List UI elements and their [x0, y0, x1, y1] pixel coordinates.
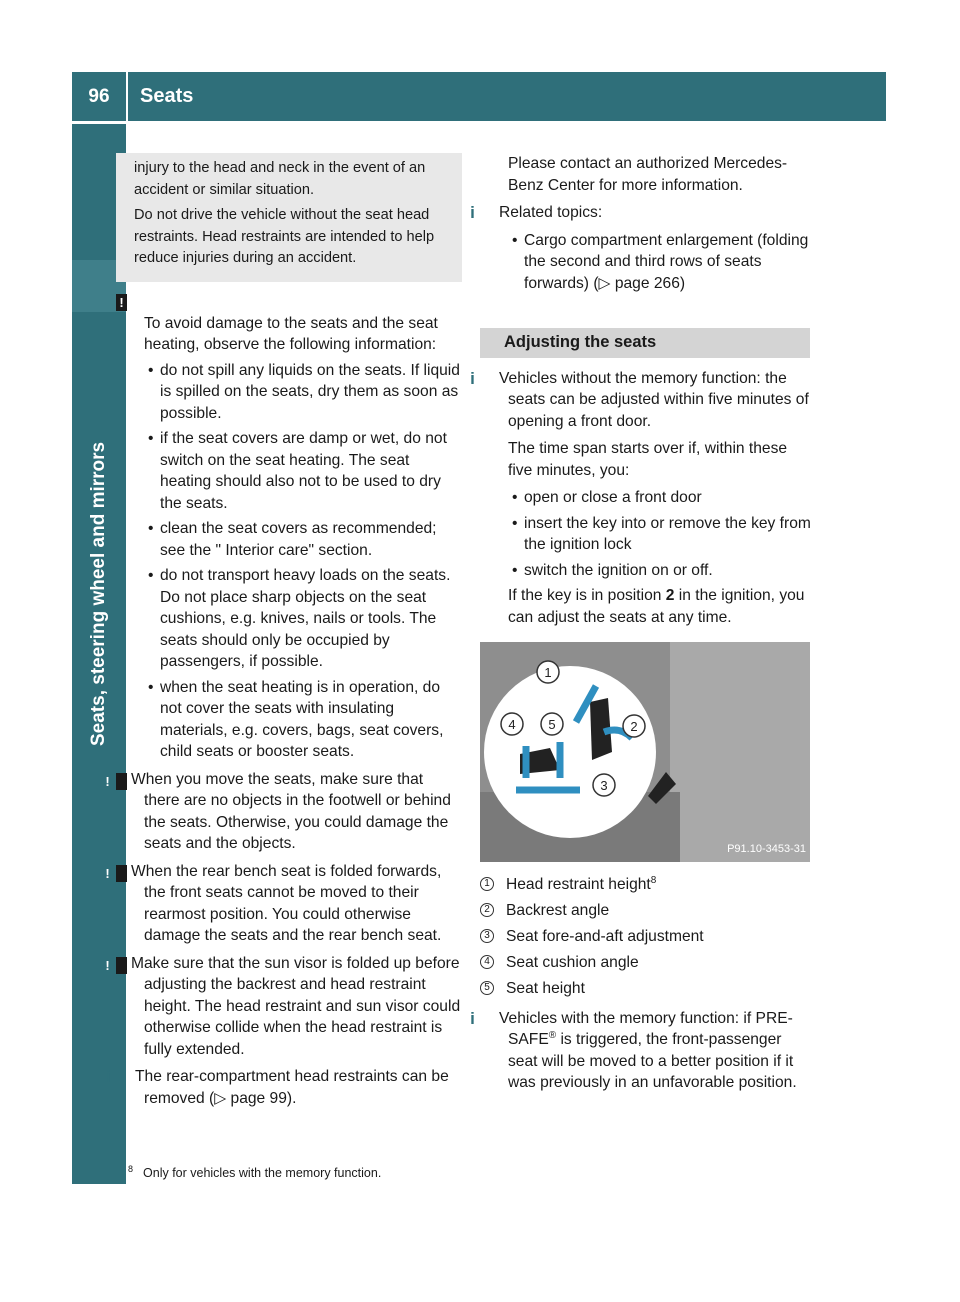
page-title: Seats — [128, 72, 886, 121]
list-item: • insert the key into or remove the key from the ignition lock — [508, 513, 814, 556]
exclamation-icon: ! — [116, 294, 127, 311]
svg-text:2: 2 — [630, 719, 638, 734]
list-item: • if the seat covers are damp or wet, do not switch on the seat heating. The seat heating should also not to be used to dry the seats. — [144, 428, 462, 514]
registered-mark: ® — [548, 1029, 557, 1041]
list-item: • switch the ignition on or off. — [508, 560, 814, 582]
legend-label — [506, 874, 656, 896]
note-text: When you move the seats, make sure that there are no objects in the footwell or behind the seats. Otherwise, you could damage the seats and the objects. — [131, 770, 451, 852]
info-icon: i — [470, 1008, 475, 1028]
footnote-text: Only for vehicles with the memory function. — [143, 1166, 382, 1180]
legend-number: 5 — [480, 981, 494, 995]
svg-text:5: 5 — [548, 717, 556, 732]
note-intro: To avoid damage to the seats and the seat heating, observe the following information: — [144, 314, 438, 353]
photo-code: P91.10-3453-31 — [727, 842, 806, 855]
contact-text: Please contact an authorized Mercedes-Benz Center for more information. — [508, 155, 788, 194]
note-rear-bench — [105, 861, 462, 947]
key-text-post: in the ignition, you can adjust the seats at any time. — [508, 587, 805, 626]
list-item: • when the seat heating is in operation, do not cover the seats with insulating materials, e.g. covers, bags, seat covers, child seats or booster seats. — [144, 677, 462, 763]
legend-list — [480, 874, 814, 1000]
legend-item — [480, 952, 814, 974]
svg-text:3: 3 — [600, 778, 608, 793]
seat-adjust-photo — [480, 642, 810, 862]
list-item: • do not transport heavy loads on the seats. Do not place sharp objects on the seat cushions, e.g. knives, nails or tools. The seats should only be occupied by passengers, if possible. — [144, 565, 462, 673]
legend-label: Backrest angle — [506, 902, 610, 919]
note-text: Make sure that the sun visor is folded up before adjusting the backrest and head restraint height. The head restraint and sun visor could otherwise collide when the head restraint is fully extended. — [131, 954, 461, 1058]
warning-text-1: injury to the head and neck in the event of an accident or similar situation. — [134, 160, 426, 198]
related-topics — [470, 202, 814, 224]
list-item: • open or close a front door — [508, 487, 814, 509]
warning-box — [116, 153, 462, 282]
info-text: Vehicles without the memory function: the seats can be adjusted within five minutes of opening a front door. — [499, 369, 809, 430]
note-bullet-list — [144, 360, 462, 763]
exclamation-icon: ! — [116, 773, 127, 790]
list-item: • do not spill any liquids on the seats. If liquid is spilled on the seats, dry them as soon as possible. — [144, 360, 462, 425]
legend-item — [480, 874, 814, 896]
note-sun-visor — [105, 953, 462, 1061]
related-list — [508, 230, 814, 295]
info-icon: i — [470, 203, 475, 222]
info-head-restraints — [106, 1066, 462, 1109]
exclamation-icon: ! — [116, 865, 127, 882]
info-memory — [470, 1008, 814, 1094]
key-text-pre: If the key is in position — [508, 587, 666, 604]
chapter-title: Seats, steering wheel and mirrors — [88, 441, 109, 747]
list-item: • clean the seat covers as recommended; see the " Interior care" section. — [144, 518, 462, 561]
legend-label: Seat fore-and-aft adjustment — [506, 928, 704, 945]
svg-text:1: 1 — [544, 665, 552, 680]
timespan-list — [508, 487, 814, 581]
legend-item — [480, 978, 814, 1000]
legend-item — [480, 926, 814, 948]
note-move-seats — [105, 769, 462, 855]
footnote-ref: 8 — [650, 874, 657, 886]
seat-controls-illustration — [480, 642, 810, 862]
legend-label: Seat cushion angle — [506, 954, 639, 971]
note-seat-heating — [116, 294, 462, 763]
note-text: When the rear bench seat is folded forwards, the front seats cannot be moved to their rearmost position. You could otherwise damage the seats and the rear bench seat. — [131, 862, 442, 944]
info-icon: i — [470, 368, 475, 388]
legend-number: 2 — [480, 903, 494, 917]
legend-number: 1 — [480, 877, 494, 891]
info-no-memory — [470, 368, 814, 433]
related-label: Related topics: — [499, 204, 603, 221]
footnote — [128, 1163, 382, 1180]
key-position-text — [480, 585, 814, 628]
svg-text:4: 4 — [508, 717, 516, 732]
left-column — [105, 153, 462, 1115]
info-icon: i — [106, 1067, 111, 1086]
key-position-number: 2 — [665, 587, 675, 604]
list-item: • Cargo compartment enlargement (folding the second and third rows of seats forwards) (▷ page 266) — [508, 230, 814, 295]
legend-number: 4 — [480, 955, 494, 969]
info-text-post: is triggered, the front-passenger seat will be moved to a better position if it was previously in an unfavorable position. — [508, 1031, 797, 1091]
info-text-pre: Vehicles with the memory function: if PRE-SAFE — [499, 1009, 793, 1048]
section-heading: Adjusting the seats — [480, 328, 810, 358]
footnote-number: 8 — [128, 1163, 134, 1174]
legend-item — [480, 900, 814, 922]
legend-number: 3 — [480, 929, 494, 943]
page-number: 96 — [72, 72, 126, 121]
right-column — [470, 153, 814, 1100]
info-text: The rear-compartment head restraints can be removed (▷ page 99). — [135, 1068, 449, 1107]
timespan-text: The time span starts over if, within these five minutes, you: — [508, 440, 788, 479]
legend-label: Seat height — [506, 980, 585, 997]
exclamation-icon: ! — [116, 957, 127, 974]
legend-text: Head restraint height — [506, 876, 651, 893]
warning-text-2: Do not drive the vehicle without the seat head restraints. Head restraints are intended to help reduce injuries during an accident. — [134, 207, 435, 266]
